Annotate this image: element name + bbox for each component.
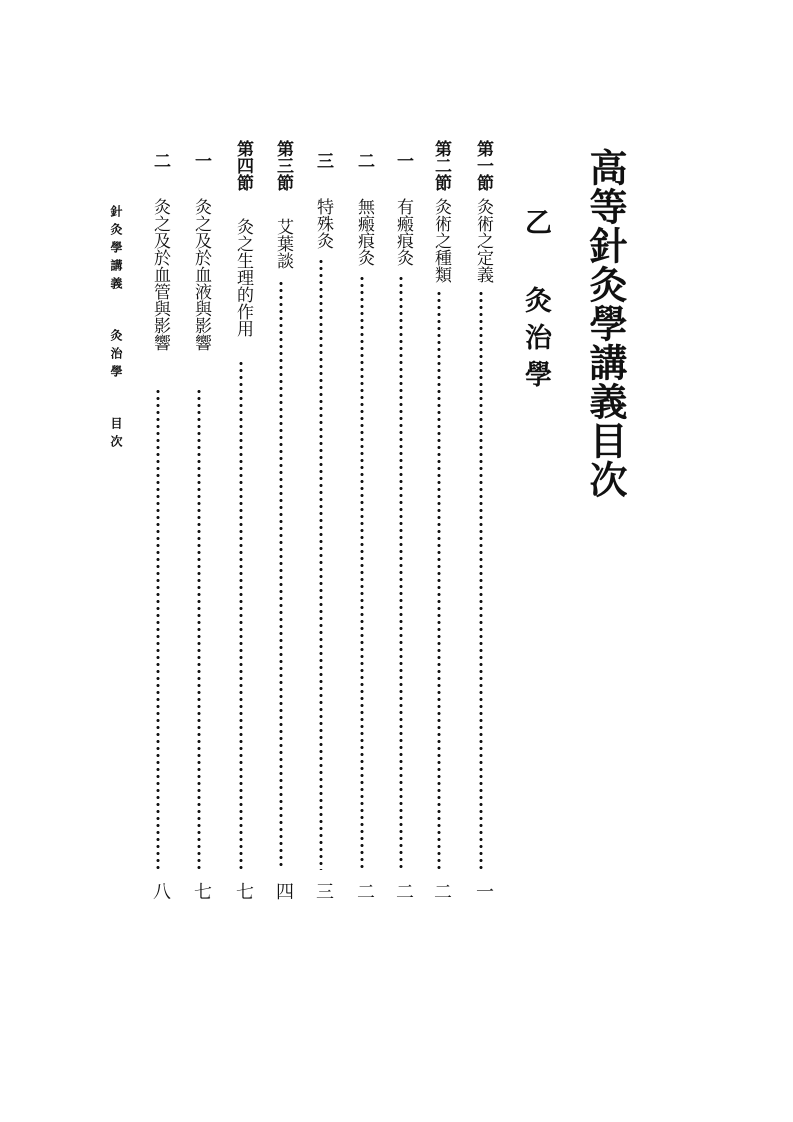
leader-dots xyxy=(156,388,160,870)
toc-entry-page: 一 xyxy=(473,882,494,900)
toc-entry-text: 灸之生理的作用 xyxy=(233,218,253,337)
toc-entry[interactable] xyxy=(143,140,173,900)
leader-dots xyxy=(239,360,243,870)
footer-section: 灸治學 xyxy=(109,329,123,383)
toc-entry[interactable] xyxy=(466,140,496,900)
toc-entry-page: 三 xyxy=(313,882,334,900)
toc-entry-text: 無瘢痕灸 xyxy=(354,198,374,266)
toc-entry[interactable] xyxy=(266,140,296,900)
toc-entry-text: 灸術之種類 xyxy=(431,198,451,283)
footer-book-title: 針灸學講義 xyxy=(109,205,123,295)
toc-entry-page: 二 xyxy=(393,882,414,900)
leader-dots xyxy=(360,275,364,870)
toc-entry-text: 有瘢痕灸 xyxy=(393,198,413,266)
toc-entry-text: 特殊灸 xyxy=(313,198,333,249)
section-subtitle: 乙 灸治學 xyxy=(520,208,551,397)
toc-entry-page: 四 xyxy=(273,882,294,900)
toc-entry-lead: 三 xyxy=(313,152,333,169)
toc-entry[interactable] xyxy=(386,140,416,900)
toc-entry-text: 灸術之定義 xyxy=(473,198,493,283)
toc-entry-text: 灸之及於血管與影響 xyxy=(150,198,170,351)
toc-entry-lead: 一 xyxy=(191,152,211,169)
leader-dots xyxy=(399,275,403,870)
leader-dots xyxy=(197,388,201,870)
running-footer xyxy=(108,205,125,467)
toc-entry[interactable] xyxy=(424,140,454,900)
footer-part: 目次 xyxy=(109,417,123,453)
toc-entry-lead: 二 xyxy=(150,152,170,169)
page-title: 高等針灸學講義目次 xyxy=(583,148,628,499)
leader-dots xyxy=(279,280,283,870)
toc-entry[interactable] xyxy=(347,140,377,900)
leader-dots xyxy=(319,258,323,870)
leader-dots xyxy=(437,290,441,870)
toc-entry-text: 艾葉談 xyxy=(273,218,293,269)
toc-entry-lead: 第三節 xyxy=(273,140,293,191)
toc-entry-page: 七 xyxy=(233,882,254,900)
toc-entry-lead: 第二節 xyxy=(431,140,451,191)
leader-dots xyxy=(479,290,483,870)
toc-entry[interactable] xyxy=(306,140,336,900)
toc-entry-lead: 第四節 xyxy=(233,140,253,191)
toc-entry-text: 灸之及於血液與影響 xyxy=(191,198,211,351)
toc-entry-lead: 第一節 xyxy=(473,140,493,191)
toc-entry-page: 八 xyxy=(150,882,171,900)
toc-entry[interactable] xyxy=(184,140,214,900)
toc-entry-page: 二 xyxy=(431,882,452,900)
toc-entry-lead: 一 xyxy=(393,152,413,169)
toc-entry-lead: 二 xyxy=(354,152,374,169)
toc-entry-page: 二 xyxy=(354,882,375,900)
toc-entry[interactable] xyxy=(226,140,256,900)
toc-entry-page: 七 xyxy=(191,882,212,900)
